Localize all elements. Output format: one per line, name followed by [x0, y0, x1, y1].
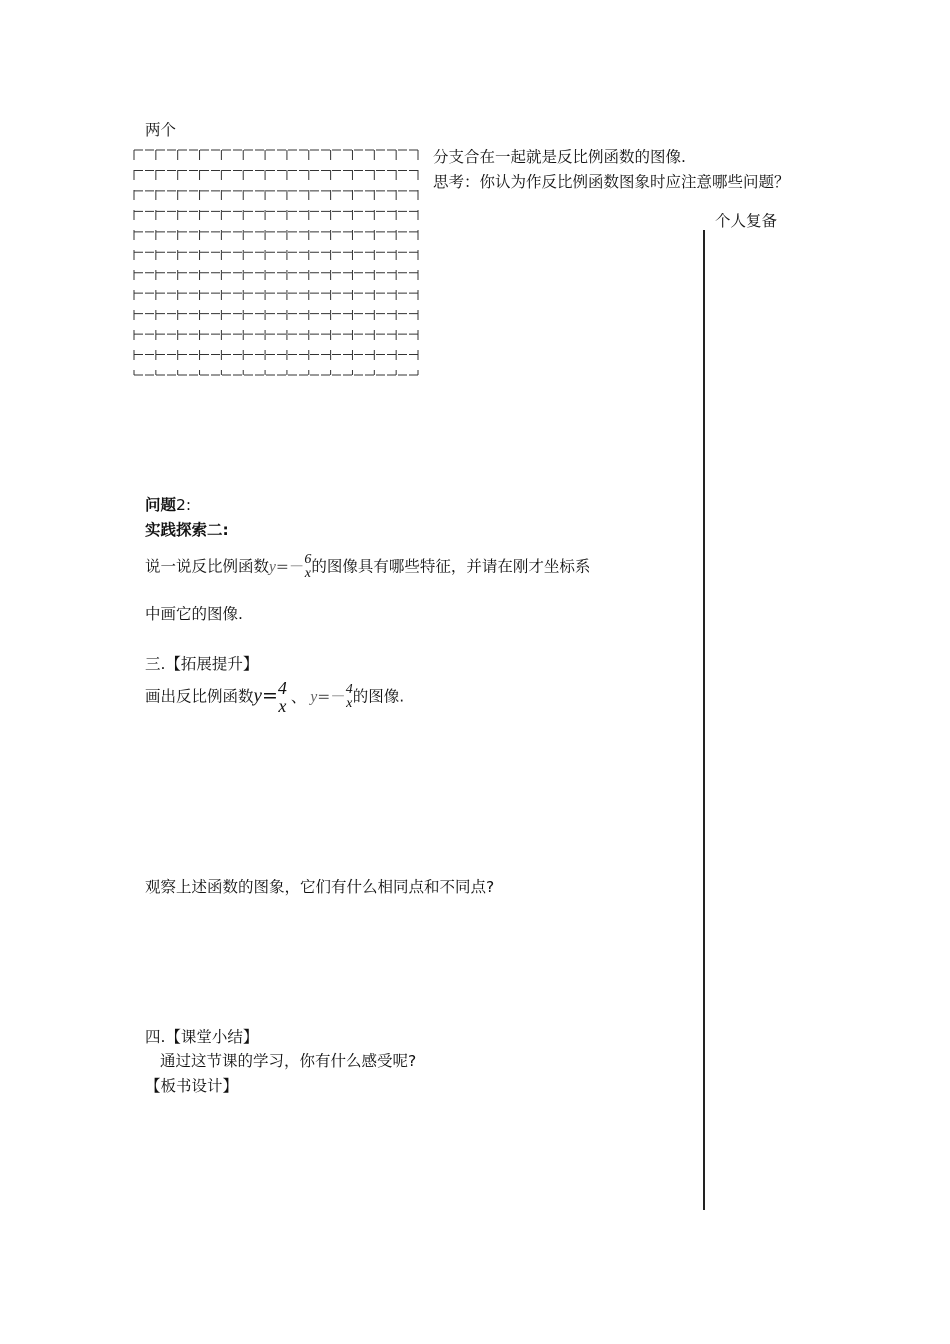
practice2-line1 [145, 553, 590, 581]
think-question: 思考：你认为作反比例函数图象时应注意哪些问题？ [433, 173, 790, 191]
section3-title: 三.【拓展提升】 [145, 655, 259, 673]
board-design: 【板书设计】 [145, 1077, 239, 1095]
formula1-numerator: 4 [277, 678, 287, 698]
branch-text: 分支合在一起就是反比例函数的图像. [433, 148, 686, 166]
formula2-fraction [346, 683, 353, 711]
section4-text: 通过这节课的学习，你有什么感受呢? [160, 1052, 417, 1070]
formula-fraction [304, 553, 311, 581]
formula-y: y [269, 558, 276, 576]
coordinate-grid [133, 149, 419, 376]
problem2-label: 问题 [145, 496, 177, 514]
observe-question: 观察上述函数的图象，它们有什么相同点和不同点? [145, 878, 495, 896]
fraction-numerator: 6 [304, 552, 312, 567]
formula1-y: y [253, 685, 262, 707]
practice2-title: 实践探索二: [145, 521, 229, 539]
grid-lines [133, 149, 419, 376]
practice2-text-after: 的图像具有哪些特征，并请在刚才坐标系 [311, 557, 591, 576]
formula2-denominator: x [346, 696, 353, 711]
formula2-numerator: 4 [345, 682, 353, 697]
practice2-text-before: 说一说反比例函数 [145, 557, 270, 576]
margin-divider [703, 230, 705, 1210]
formula1-fraction [278, 679, 287, 715]
practice2-line2: 中画它的图像. [145, 605, 243, 623]
grid-label: 两个 [145, 121, 177, 139]
problem2-number: 2: [176, 496, 192, 514]
fraction-denominator: x [304, 566, 312, 581]
margin-label: 个人复备 [715, 212, 778, 230]
formula1-denominator: x [278, 696, 287, 716]
formula2-y: y [310, 688, 318, 706]
section3-text-before: 画出反比例函数 [145, 687, 254, 706]
formula-eq: =－ [275, 557, 305, 576]
section4-title: 四.【课堂小结】 [145, 1028, 259, 1046]
formula-separator: 、 [290, 687, 307, 706]
formula2-eq: =－ [317, 687, 346, 706]
section3-text-after: 的图像. [352, 687, 405, 706]
formula1-eq: = [261, 684, 278, 707]
problem2-heading [145, 493, 191, 515]
section3-line [145, 679, 404, 715]
